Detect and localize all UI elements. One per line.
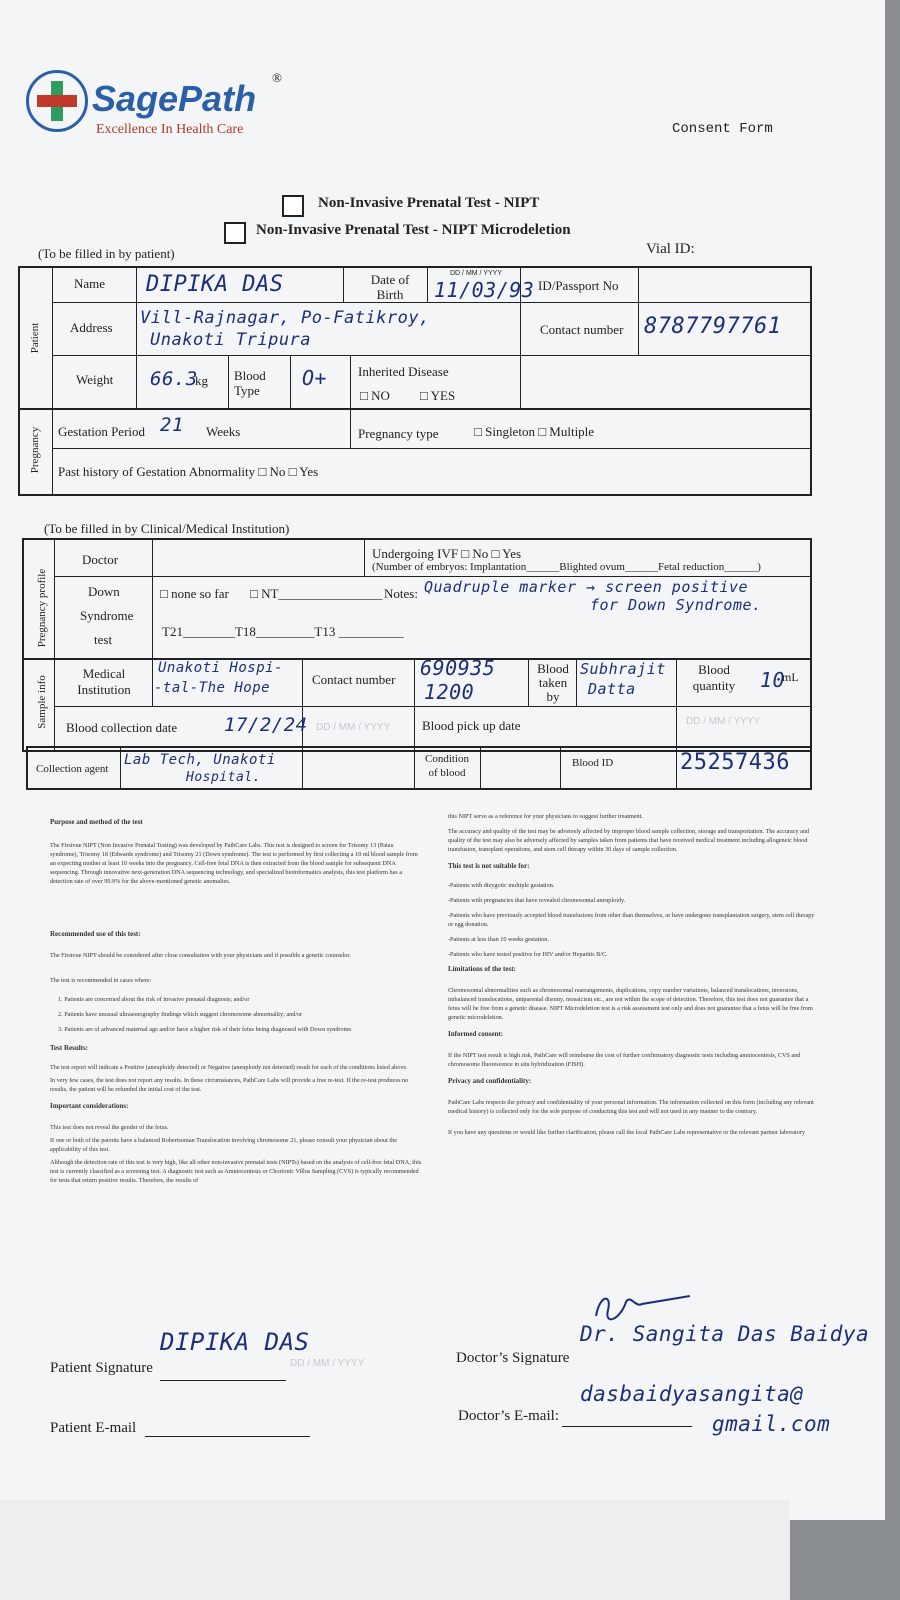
not-suitable-item-1: -Patients with dizygotic multiple gestation. bbox=[448, 882, 555, 889]
pregnancy-table bbox=[18, 408, 812, 496]
terms-right-column bbox=[448, 812, 820, 1137]
brand-tagline: Excellence In Health Care bbox=[96, 122, 244, 137]
limitations-heading: Limitations of the test: bbox=[448, 965, 516, 973]
address-line-2[interactable]: Unakoti Tripura bbox=[150, 330, 312, 350]
pregnancy-type-options[interactable]: □ Singleton □ Multiple bbox=[474, 424, 595, 439]
pickup-date-placeholder[interactable]: DD / MM / YYYY bbox=[686, 716, 761, 727]
trisomy-row[interactable]: T21________T18_________T13 __________ bbox=[162, 624, 404, 639]
blood-id-label: Blood ID bbox=[572, 757, 614, 769]
results-heading: Test Results: bbox=[50, 1044, 89, 1052]
ivf-question[interactable]: Undergoing IVF □ No □ Yes bbox=[372, 546, 522, 561]
ivf-embryos-detail: (Number of embryos: Implantation______Blighted ovum______Fetal reduction______) bbox=[372, 561, 761, 573]
patient-email-field[interactable] bbox=[146, 1416, 310, 1436]
pregnancy-profile-section-label: Pregnancy profile bbox=[36, 568, 48, 648]
blood-quantity-field[interactable]: 10 bbox=[760, 668, 786, 692]
pregnancy-type-label: Pregnancy type bbox=[358, 426, 439, 441]
brand-name: SagePath bbox=[92, 78, 257, 119]
blood-type-label: Blood Type bbox=[234, 368, 266, 398]
patient-email-label: Patient E-mail bbox=[50, 1420, 137, 1436]
inherited-disease-label: Inherited Disease bbox=[358, 364, 449, 379]
results-text-2: In very few cases, the test does not report any results. In these circumstances, PathCare Labs will provide a free re-test. If the re-test produces no results, the patient will be refunded the initial cost of the test. bbox=[50, 1077, 409, 1093]
nipt-microdeletion-option-label: Non-Invasive Prenatal Test - NIPT Microdeletion bbox=[256, 222, 571, 238]
blood-taken-by-label: Blood taken by bbox=[537, 661, 569, 704]
condition-of-blood-label: Condition of blood bbox=[424, 753, 469, 779]
blood-type-field[interactable]: O+ bbox=[302, 366, 328, 390]
blood-id-field[interactable]: 25257436 bbox=[680, 750, 790, 775]
blood-taken-by-line-2[interactable]: Datta bbox=[588, 680, 636, 698]
doctor-field[interactable] bbox=[158, 544, 358, 572]
inherited-no-option[interactable]: □ NO bbox=[360, 388, 390, 403]
blood-pickup-date-label: Blood pick up date bbox=[422, 718, 521, 733]
institution-contact-line-2[interactable]: 1200 bbox=[424, 680, 475, 704]
condition-of-blood-field[interactable] bbox=[484, 750, 556, 784]
important-text-1: This test does not reveal the gender of the fetus. bbox=[50, 1124, 169, 1131]
gestation-period-field[interactable]: 21 bbox=[160, 414, 184, 436]
nt-option[interactable]: □ NT________________ bbox=[250, 586, 383, 601]
important-text-3: Although the detection rate of this test is very high, like all other non-invasive prenatal tests (NIPTs) based on the analysis of cell-free fetal DNA, this test is currently classified as a screening test. A diagnostic test such as Amniocentesis or Chorionic Villus Sampling (CVS) is typically recommended for tests that return positive results. Therefore, the results of bbox=[50, 1159, 422, 1184]
pregnancy-section-label: Pregnancy bbox=[29, 426, 41, 474]
down-syndrome-label-1: Down bbox=[88, 584, 120, 599]
name-label: Name bbox=[74, 276, 106, 291]
blood-quantity-label: Blood quantity bbox=[692, 662, 736, 693]
patient-fill-note: (To be filled in by patient) bbox=[38, 246, 175, 261]
doctor-email-label: Doctor’s E-mail: bbox=[458, 1408, 559, 1424]
medical-institution-label: Medical Institution bbox=[77, 666, 131, 697]
institution-contact-label: Contact number bbox=[312, 672, 396, 687]
informed-consent-text: If the NIPT test result is high risk, PathCare will reimburse the cost of further confirmatory diagnostic tests including amniocentesis, CVS and chromosome fluorescence in situ hybridization (FISH). bbox=[448, 1052, 801, 1068]
down-syndrome-label-2: Syndrome bbox=[80, 608, 134, 623]
inherited-yes-option[interactable]: □ YES bbox=[420, 388, 456, 403]
id-passport-label: ID/Passport No bbox=[538, 278, 619, 293]
address-line-1[interactable]: Vill-Rajnagar, Po-Fatikroy, bbox=[140, 308, 430, 328]
sample-info-section-label: Sample info bbox=[36, 675, 48, 729]
doctor-email-line-1[interactable]: dasbaidyasangita@ bbox=[580, 1382, 804, 1406]
informed-consent-heading: Informed consent: bbox=[448, 1030, 504, 1038]
doctor-signature-label: Doctor’s Signature bbox=[456, 1350, 570, 1366]
registered-mark: ® bbox=[272, 70, 282, 85]
collection-agent-label: Collection agent bbox=[36, 763, 109, 775]
limitations-text: Chromosomal abnormalities such as chromosomal rearrangements, duplications, copy number variations, balanced translocations, inversions, imbalanced translocations, uniparental disomy, mosaicism etc., are not within the scope of detection. Therefore, this test does not guarantee that a fetus will be free from a genetic disease. NIPT Microdeletion test is a risk assessment test only and does not guarantee that a fetus will be free from genetic microdeletion. bbox=[448, 987, 813, 1021]
weight-unit: kg bbox=[195, 373, 208, 388]
none-so-far-option[interactable]: □ none so far bbox=[160, 586, 229, 601]
contact-number-label: Contact number bbox=[540, 322, 624, 337]
clinical-fill-note: (To be filled in by Clinical/Medical Institution) bbox=[44, 521, 290, 536]
nipt-microdeletion-checkbox[interactable] bbox=[224, 222, 246, 244]
doctor-signature-field[interactable]: Dr. Sangita Das Baidya bbox=[580, 1322, 870, 1346]
contact-text: If you have any questions or would like further clarification, please call the local PathCare Labs representative or the relevant partner laboratory bbox=[448, 1129, 806, 1136]
dob-field[interactable]: 11/03/93 bbox=[434, 278, 535, 302]
important-text-2: If one or both of the parents have a balanced Robertsonian Translocation involving chromosome 21, please consult your physician about the applicability of this test. bbox=[50, 1137, 397, 1153]
gestation-period-label: Gestation Period bbox=[58, 424, 146, 439]
recommended-cases-intro: The test is recommended in cases where: bbox=[50, 977, 152, 984]
reference-text: this NIPT serve as a reference for your physicians to suggest further treatment. bbox=[448, 813, 643, 820]
blood-taken-by-line-1[interactable]: Subhrajit bbox=[580, 660, 666, 678]
name-field[interactable]: DIPIKA DAS bbox=[146, 272, 284, 297]
recommended-case-1: 1. Patients are concerned about the risk of invasive prenatal diagnosis; and/or bbox=[58, 996, 250, 1003]
vial-id-label: Vial ID: bbox=[646, 241, 695, 257]
results-text: The test report will indicate a Positive (aneuploidy detected) or Negative (aneuploidy not detected) result for each of the conditions listed above. bbox=[50, 1064, 408, 1071]
not-suitable-item-3: -Patients who have previously accepted blood transfusions from other than themselves, or have undergone transplantation surgery, stem cell therapy or egg donation. bbox=[448, 912, 815, 928]
privacy-heading: Privacy and confidentiality: bbox=[448, 1077, 532, 1085]
form-title: Consent Form bbox=[672, 121, 773, 137]
accuracy-text: The accuracy and quality of the test may be adversely affected by improper blood sample collection, storage and transportation. The accuracy and quality of the test may also be adversely affected by samples taken from patients that have received medical treatment including allogeneic blood transfusion, transplant operations, and stem cell therapy within 30 days of sample collection. bbox=[448, 828, 810, 853]
signature-date-placeholder: DD / MM / YYYY bbox=[290, 1358, 365, 1369]
weeks-label: Weeks bbox=[206, 424, 241, 439]
sagepath-logo-icon bbox=[26, 70, 88, 132]
not-suitable-item-2: -Patients with pregnancies that have revealed chromosomal aneuploidy. bbox=[448, 897, 626, 904]
institution-contact-line-1[interactable]: 690935 bbox=[420, 656, 496, 680]
medical-institution-line-1[interactable]: Unakoti Hospi- bbox=[158, 660, 284, 676]
not-suitable-item-5: -Patients who have tested positive for HIV and/or Hepatitis B/C. bbox=[448, 951, 608, 958]
blood-collection-date-label: Blood collection date bbox=[66, 720, 178, 735]
id-passport-field[interactable] bbox=[644, 270, 804, 298]
not-suitable-item-4: -Patients at less than 10 weeks gestation. bbox=[448, 936, 549, 943]
dob-label: Date of Birth bbox=[370, 272, 410, 302]
doctor-signature-scribble bbox=[590, 1290, 700, 1324]
collection-agent-line-2[interactable]: Hospital. bbox=[186, 770, 261, 785]
doctor-label: Doctor bbox=[82, 552, 119, 567]
paper-underneath bbox=[0, 1500, 790, 1600]
weight-field[interactable]: 66.3 bbox=[150, 368, 198, 390]
notes-field-line-2[interactable]: for Down Syndrome. bbox=[590, 596, 762, 614]
blood-quantity-unit: mL bbox=[782, 670, 799, 684]
collection-date-placeholder: DD / MM / YYYY bbox=[316, 722, 391, 733]
patient-signature-field[interactable]: DIPIKA DAS bbox=[160, 1328, 310, 1356]
recommended-text: The Firstvue NIPT should be considered after close consultation with your physicians and if possible a genetic counselor. bbox=[50, 952, 351, 959]
patient-section-label: Patient bbox=[29, 322, 41, 354]
dob-format-hint: DD / MM / YYYY bbox=[450, 270, 502, 277]
purpose-heading: Purpose and method of the test bbox=[50, 818, 143, 826]
patient-signature-label: Patient Signature bbox=[50, 1360, 153, 1376]
not-suitable-heading: This test is not suitable for: bbox=[448, 862, 530, 870]
terms-left-column bbox=[50, 818, 422, 1185]
address-label: Address bbox=[70, 320, 113, 335]
medical-institution-line-2[interactable]: -tal-The Hope bbox=[154, 680, 271, 696]
purpose-text: The Firstvue NIPT (Non Invasive Prenatal Testing) was developed by PathCare Labs. This test is designed to screen for Trisomy 13 (Patau syndrome), Trisomy 18 (Edwards syndrome) and Trisomy 21 (Down syndrome). The test is performed by first collecting a 10 ml blood sample from an expecting mother at least 10 weeks into the pregnancy. Cell-free fetal DNA is then extracted from the blood sample for subsequent DNA sequencing. Through innovative next-generation DNA sequencing technology, and specialized bioinformatics analysis, this test platform has a detection rate of over 99.9% for the above-mentioned genetic anomalies. bbox=[50, 842, 418, 885]
weight-label: Weight bbox=[76, 372, 114, 387]
nipt-checkbox[interactable] bbox=[282, 195, 304, 217]
notes-field-line-1[interactable]: Quadruple marker → screen positive bbox=[424, 578, 749, 596]
down-syndrome-label-3: test bbox=[94, 632, 113, 647]
past-history-question[interactable]: Past history of Gestation Abnormality □ No □ Yes bbox=[58, 464, 319, 479]
notes-label: Notes: bbox=[384, 586, 418, 601]
recommended-case-3: 3. Patients are of advanced maternal age and/or have a higher risk of their fetus being diagnosed with Down syndrome. bbox=[58, 1026, 353, 1033]
doctor-email-line-2[interactable]: gmail.com bbox=[712, 1412, 831, 1436]
contact-number-field[interactable]: 8787797761 bbox=[644, 314, 782, 339]
recommended-case-2: 2. Patients have unusual ultrasonography findings which suggest chromosome abnormality; and/or bbox=[58, 1011, 303, 1018]
privacy-text: PathCare Labs respects the privacy and confidentiality of your personal information. The information collected on this form (including any relevant medical history) is collected only for the sole purpose of conducting this test and will not used in any manner to the contrary. bbox=[448, 1099, 814, 1115]
blood-collection-date-field[interactable]: 17/2/24 bbox=[224, 714, 308, 736]
collection-agent-line-1[interactable]: Lab Tech, Unakoti bbox=[124, 752, 276, 768]
important-heading: Important considerations: bbox=[50, 1102, 129, 1110]
nipt-option-label: Non-Invasive Prenatal Test - NIPT bbox=[318, 195, 540, 211]
recommended-heading: Recommended use of this test: bbox=[50, 930, 141, 938]
